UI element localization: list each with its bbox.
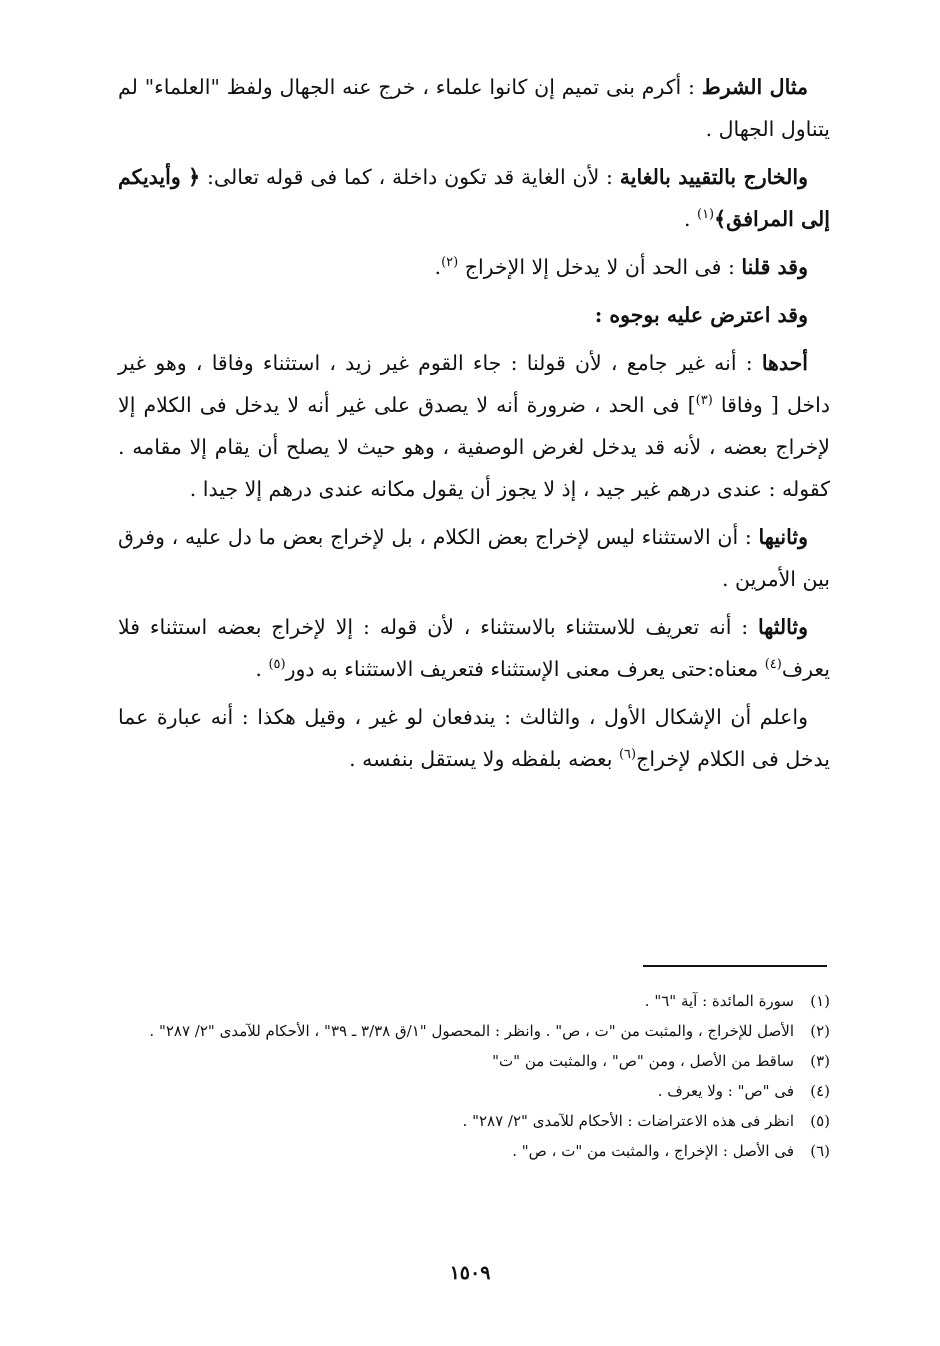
paragraph-text: : أن الاستثناء ليس لإخراج بعض الكلام ، بل لإخراج بعض ما دل عليه ، وفرق بين الأمرين . — [118, 525, 830, 591]
footnote-item — [118, 1106, 830, 1136]
footnote-text: فى الأصل : الإخراج ، والمثبت من "ت ، ص" . — [512, 1142, 794, 1160]
paragraph-text: بعضه بلفظه ولا يستقل بنفسه . — [349, 747, 619, 771]
paragraph-condition-example — [118, 66, 830, 150]
footnote-number: (٢) — [810, 1022, 830, 1040]
paragraph-objections-intro — [118, 294, 830, 336]
footnote-number: (٤) — [810, 1082, 830, 1100]
paragraph-objection-second — [118, 516, 830, 600]
footnote-number: (١) — [810, 992, 830, 1010]
paragraph-lead: مثال الشرط — [701, 75, 808, 99]
footnote-item — [118, 1076, 830, 1106]
footnote-ref: (٣) — [695, 393, 713, 409]
footnote-ref: (٤) — [764, 657, 782, 673]
footnote-divider — [643, 965, 827, 967]
footnote-number: (٥) — [810, 1112, 830, 1130]
paragraph-text: معناه:حتى يعرف معنى الإستثناء فتعريف الاستثناء به دور — [285, 657, 765, 681]
paragraph-definition-note — [118, 246, 830, 288]
paragraph-text: واعلم أن الإشكال الأول ، والثالث : يندفعان لو غير ، وقيل هكذا : أنه عبارة عما يدخل فى الكلام لإخراج — [118, 705, 830, 771]
paragraph-limit-by-goal — [118, 156, 830, 240]
footnote-ref: (٢) — [441, 255, 459, 271]
footnote-text: فى "ص" : ولا يعرف . — [657, 1082, 794, 1100]
footnote-ref: (١) — [696, 207, 715, 223]
paragraph-lead: وثالثها — [758, 615, 808, 639]
paragraph-conclusion — [118, 696, 830, 780]
footnote-number: (٦) — [810, 1142, 830, 1160]
page-number: ١٥٠٩ — [449, 1262, 491, 1284]
paragraph-text: : أنه غير جامع ، لأن قولنا : جاء القوم غير زيد ، استثناء وفاقا ، وهو غير داخل [ وفاقا — [118, 351, 831, 417]
footnote-ref: (٦) — [618, 747, 637, 763]
main-text — [118, 66, 830, 786]
paragraph-text: . — [683, 207, 697, 231]
paragraph-lead: وقد قلنا — [741, 255, 808, 279]
quran-verse: ﴿ وأيديكم إلى المرافق﴾ — [118, 165, 830, 231]
paragraph-lead: وثانيها — [758, 525, 808, 549]
footnote-item — [118, 986, 830, 1016]
paragraph-text: : فى الحد أن لا يدخل إلا الإخراج — [458, 255, 742, 279]
footnote-text: سورة المائدة : آية "٦" . — [644, 992, 794, 1010]
footnote-number: (٣) — [810, 1052, 830, 1070]
paragraph-lead: أحدها — [761, 351, 808, 375]
footnote-text: انظر فى هذه الاعتراضات : الأحكام للآمدى "٢/ ٢٨٧" . — [462, 1112, 794, 1130]
paragraph-text: ] فى الحد ، ضرورة أنه لا يصدق على غير أنه لا يدخل فى الكلام إلا لإخراج بعضه ، لأنه قد يدخل لغرض الوصفية ، وهو حيث لا يصلح أن يقام إلا مقامه . كقوله : عندى درهم غير جيد ، إذ لا يجوز أن يقول مكانه عندى درهم إلا جيدا . — [118, 393, 830, 501]
paragraph-text: : أكرم بنى تميم إن كانوا علماء ، خرج عنه الجهال ولفظ "العلماء" لم يتناول الجهال . — [118, 75, 830, 141]
footnotes — [118, 986, 830, 1166]
footnote-text: الأصل للإخراج ، والمثبت من "ت ، ص" . وانظر : المحصول "١/ق ٣/٣٨ ـ ٣٩" ، الأحكام للآمدى "٢/ ٢٨٧" . — [149, 1022, 794, 1040]
paragraph-text: : أنه تعريف للاستثناء بالاستثناء ، لأن قوله : إلا لإخراج بعضه استثناء فلا يعرف — [118, 615, 830, 681]
paragraph-lead: وقد اعترض عليه بوجوه : — [594, 303, 808, 327]
paragraph-lead: والخارج بالتقييد بالغاية — [619, 165, 808, 189]
footnote-text: ساقط من الأصل ، ومن "ص" ، والمثبت من "ت" — [492, 1052, 794, 1070]
footnote-ref: (٥) — [268, 657, 286, 673]
paragraph-text: : لأن الغاية قد تكون داخلة ، كما فى قوله تعالى: — [200, 165, 620, 189]
paragraph-text: . — [255, 657, 269, 681]
paragraph-objection-third — [118, 606, 830, 690]
footnote-item — [118, 1046, 830, 1076]
footnote-item — [118, 1016, 830, 1046]
footnote-item — [118, 1136, 830, 1166]
paragraph-text: . — [434, 255, 442, 279]
paragraph-objection-first — [118, 342, 830, 510]
